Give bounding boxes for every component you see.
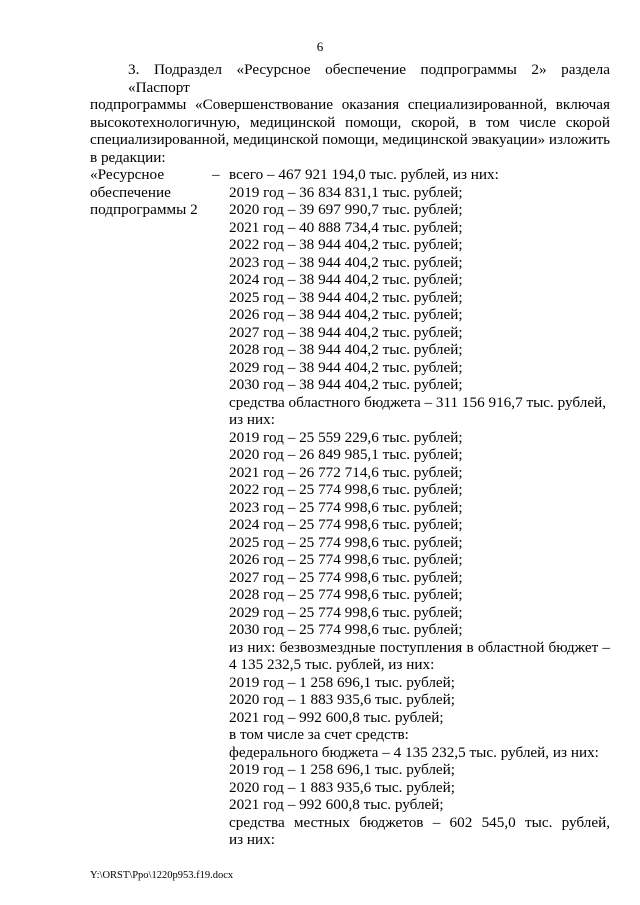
total-year-line: 2028 год – 38 944 404,2 тыс. рублей; [229,341,463,358]
regional-year-line: 2028 год – 25 774 998,6 тыс. рублей; [229,586,463,603]
federal-year-line: 2021 год – 992 600,8 тыс. рублей; [229,796,444,813]
grants-line: 4 135 232,5 тыс. рублей, из них: [229,656,435,673]
regional-year-line: 2024 год – 25 774 998,6 тыс. рублей; [229,516,463,533]
intro-line: 3. Подраздел «Ресурсное обеспечение подпрограммы 2» раздела «Паспорт [128,61,610,96]
total-line: всего – 467 921 194,0 тыс. рублей, из них: [229,166,499,183]
total-year-line: 2023 год – 38 944 404,2 тыс. рублей; [229,253,463,271]
page-number: 6 [316,39,324,54]
total-year-line: 2026 год – 38 944 404,2 тыс. рублей; [229,306,463,323]
total-year-line: 2020 год – 39 697 990,7 тыс. рублей; [229,201,463,218]
grants-year-line: 2019 год – 1 258 696,1 тыс. рублей; [229,673,456,691]
regional-year-line: 2029 год – 25 774 998,6 тыс. рублей; [229,603,463,621]
federal-budget-line: федерального бюджета – 4 135 232,5 тыс. рублей, из них: [229,743,599,761]
resource-label-line: «Ресурсное [90,166,165,183]
regional-year-line: 2020 год – 26 849 985,1 тыс. рублей; [229,446,463,463]
total-year-line: 2024 год – 38 944 404,2 тыс. рублей; [229,271,463,288]
regional-year-line: 2027 год – 25 774 998,6 тыс. рублей; [229,568,463,586]
intro-paragraph [90,61,610,166]
regional-year-line: 2026 год – 25 774 998,6 тыс. рублей; [229,551,463,568]
regional-year-line: 2019 год – 25 559 229,6 тыс. рублей; [229,428,463,446]
resource-label [90,166,205,219]
regional-year-line: 2022 год – 25 774 998,6 тыс. рублей; [229,481,463,498]
regional-budget-line: из них: [229,411,275,428]
resource-label-line: обеспечение [90,183,171,201]
resource-label-line: подпрограммы 2 [90,201,198,218]
total-year-line: 2030 год – 38 944 404,2 тыс. рублей; [229,376,463,393]
total-year-line: 2021 год – 40 888 734,4 тыс. рублей; [229,218,463,236]
total-year-line: 2029 год – 38 944 404,2 тыс. рублей; [229,358,463,376]
regional-year-line: 2023 год – 25 774 998,6 тыс. рублей; [229,498,463,516]
intro-line: высокотехнологичную, медицинской помощи, скорой, в том числе скорой [90,113,610,131]
file-path-footer: Y:\ORST\Ppo\1220p953.f19.docx [90,870,234,881]
intro-line: специализированной, медицинской помощи, медицинской эвакуации» изложить [90,131,611,148]
total-year-line: 2022 год – 38 944 404,2 тыс. рублей; [229,236,463,253]
regional-year-line: 2025 год – 25 774 998,6 тыс. рублей; [229,533,463,551]
funding-content [229,166,610,849]
total-year-line: 2019 год – 36 834 831,1 тыс. рублей; [229,183,463,201]
label-dash: – [212,166,220,183]
including-line: в том числе за счет средств: [229,726,409,743]
grants-line: из них: безвозмездные поступления в областной бюджет – [229,638,610,656]
local-budget-line: средства местных бюджетов – 602 545,0 тыс. рублей, [229,813,610,831]
grants-year-line: 2021 год – 992 600,8 тыс. рублей; [229,708,444,726]
regional-year-line: 2030 год – 25 774 998,6 тыс. рублей; [229,621,463,638]
local-budget-line: из них: [229,831,275,848]
grants-year-line: 2020 год – 1 883 935,6 тыс. рублей; [229,691,456,708]
regional-budget-line: средства областного бюджета – 311 156 916,7 тыс. рублей, [229,393,607,411]
total-year-line: 2025 год – 38 944 404,2 тыс. рублей; [229,288,463,306]
total-year-line: 2027 год – 38 944 404,2 тыс. рублей; [229,323,463,341]
regional-year-line: 2021 год – 26 772 714,6 тыс. рублей; [229,463,463,481]
federal-year-line: 2020 год – 1 883 935,6 тыс. рублей; [229,778,456,796]
intro-line: в редакции: [90,148,166,166]
federal-year-line: 2019 год – 1 258 696,1 тыс. рублей; [229,761,456,778]
intro-line: подпрограммы «Совершенствование оказания специализированной, включая [90,96,610,113]
